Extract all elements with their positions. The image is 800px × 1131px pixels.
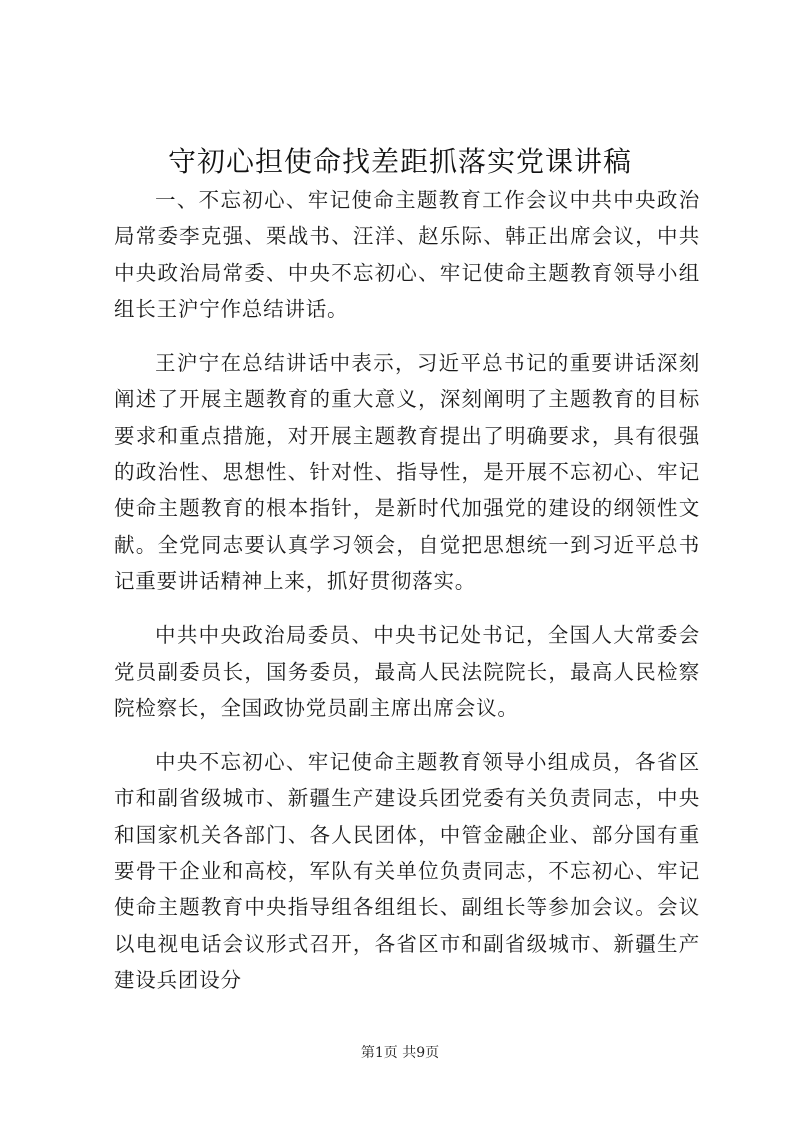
paragraph-3: 中共中央政治局委员、中央书记处书记，全国人大常委会党员副委员长，国务委员，最高人民法院院长，最高人民检察院检察长，全国政协党员副主席出席会议。 xyxy=(114,623,700,720)
document-title: 守初心担使命找差距抓落实党课讲稿 xyxy=(167,145,632,178)
document-body xyxy=(114,182,700,1016)
paragraph-1: 一、不忘初心、牢记使命主题教育工作会议中共中央政治局常委李克强、栗战书、汪洋、赵乐际、韩正出席会议，中共中央政治局常委、中央不忘初心、牢记使命主题教育领导小组组长王沪宁作总结讲话。 xyxy=(114,188,700,321)
paragraph-4: 中央不忘初心、牢记使命主题教育领导小组成员，各省区市和副省级城市、新疆生产建设兵团党委有关负责同志，中央和国家机关各部门、各人民团体，中管金融企业、部分国有重要骨干企业和高校，军队有关单位负责同志，不忘初心、牢记使命主题教育中央指导组各组组长、副组长等参加会议。会议以电视电话会议形式召开，各省区市和副省级城市、新疆生产建设兵团设分 xyxy=(114,750,700,992)
paragraph-2: 王沪宁在总结讲话中表示，习近平总书记的重要讲话深刻阐述了开展主题教育的重大意义，深刻阐明了主题教育的目标要求和重点措施，对开展主题教育提出了明确要求，具有很强的政治性、思想性、针对性、指导性，是开展不忘初心、牢记使命主题教育的根本指针，是新时代加强党的建设的纲领性文献。全党同志要认真学习领会，自觉把思想统一到习近平总书记重要讲话精神上来，抓好贯彻落实。 xyxy=(114,351,700,593)
page-number-footer: 第1页 共9页 xyxy=(360,1045,440,1061)
